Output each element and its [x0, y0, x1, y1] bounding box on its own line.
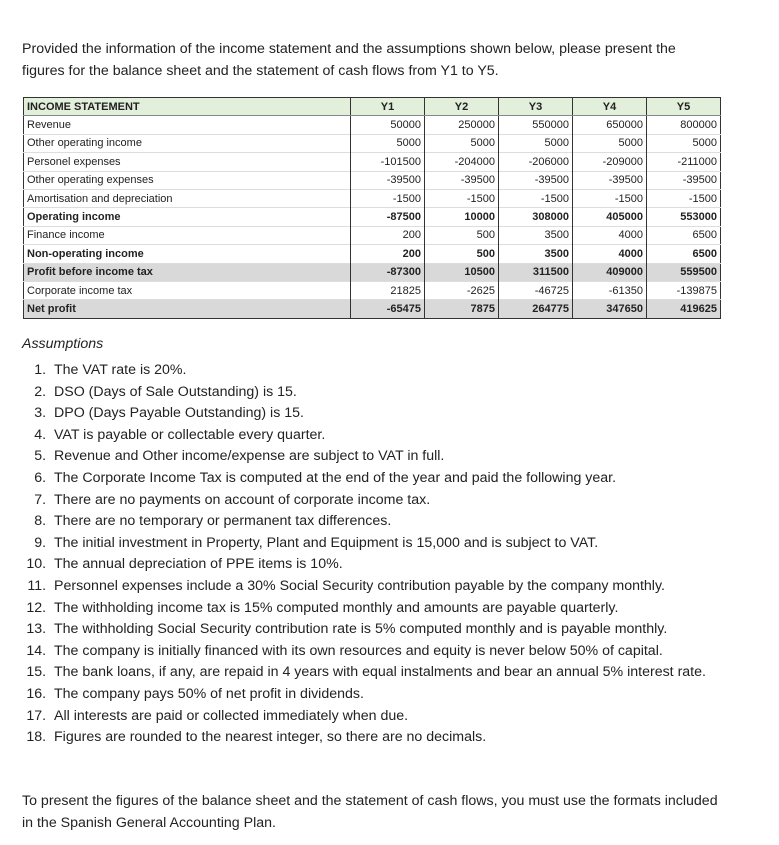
cell-value: 200	[351, 226, 425, 244]
assumption-item: 10. The annual depreciation of PPE items is 10%.	[50, 554, 750, 576]
assumption-item: 8. There are no temporary or permanent tax differences.	[50, 511, 750, 533]
cell-value: 553000	[647, 208, 721, 226]
row-label: Personel expenses	[24, 153, 351, 171]
cell-value: -1500	[499, 189, 573, 207]
cell-value: 500	[425, 245, 499, 263]
cell-value: 7875	[425, 300, 499, 318]
assumptions-list	[22, 360, 750, 749]
assumption-item: 13. The withholding Social Security contribution rate is 5% computed monthly and is payable monthly.	[50, 619, 750, 641]
assumption-item: 2. DSO (Days of Sale Outstanding) is 15.	[50, 382, 750, 404]
table-row	[24, 134, 721, 152]
assumption-item: 7. There are no payments on account of corporate income tax.	[50, 490, 750, 512]
cell-value: -139875	[647, 281, 721, 299]
assumption-item: 5. Revenue and Other income/expense are subject to VAT in full.	[50, 446, 750, 468]
cell-value: 4000	[573, 226, 647, 244]
cell-value: 5000	[351, 134, 425, 152]
cell-value: 409000	[573, 263, 647, 281]
assumption-item: 3. DPO (Days Payable Outstanding) is 15.	[50, 403, 750, 425]
assumption-item: 11. Personnel expenses include a 30% Social Security contribution payable by the company monthly.	[50, 576, 750, 598]
cell-value: -87500	[351, 208, 425, 226]
cell-value: 311500	[499, 263, 573, 281]
cell-value: -87300	[351, 263, 425, 281]
cell-value: 250000	[425, 116, 499, 134]
cell-value: -1500	[647, 189, 721, 207]
cell-value: -1500	[351, 189, 425, 207]
row-label: Profit before income tax	[24, 263, 351, 281]
row-label: Corporate income tax	[24, 281, 351, 299]
row-label: Other operating expenses	[24, 171, 351, 189]
assumptions-heading: Assumptions	[22, 336, 104, 352]
cell-value: 21825	[351, 281, 425, 299]
cell-value: 5000	[425, 134, 499, 152]
cell-value: 50000	[351, 116, 425, 134]
row-label: Non-operating income	[24, 245, 351, 263]
table-row	[24, 245, 721, 263]
income-statement-table	[23, 97, 721, 319]
cell-value: -211000	[647, 153, 721, 171]
cell-value: 5000	[647, 134, 721, 152]
cell-value: 405000	[573, 208, 647, 226]
row-label: Operating income	[24, 208, 351, 226]
assumption-item: 16. The company pays 50% of net profit in dividends.	[50, 684, 750, 706]
assumption-item: 15. The bank loans, if any, are repaid in 4 years with equal instalments and bear an annual 5% interest rate.	[50, 662, 750, 684]
cell-value: 550000	[499, 116, 573, 134]
intro-text: Provided the information of the income statement and the assumptions shown below, please present the figures for the balance sheet and the statement of cash flows from Y1 to Y5.	[22, 41, 676, 79]
cell-value: 650000	[573, 116, 647, 134]
cell-value: -39500	[499, 171, 573, 189]
cell-value: 10500	[425, 263, 499, 281]
assumption-item: 17. All interests are paid or collected immediately when due.	[50, 706, 750, 728]
cell-value: -39500	[351, 171, 425, 189]
cell-value: 500	[425, 226, 499, 244]
column-header: Y2	[425, 98, 499, 116]
cell-value: 419625	[647, 300, 721, 318]
table-row	[24, 153, 721, 171]
cell-value: 4000	[573, 245, 647, 263]
table-row	[24, 171, 721, 189]
row-label: Other operating income	[24, 134, 351, 152]
cell-value: 6500	[647, 245, 721, 263]
table-row	[24, 189, 721, 207]
outro-text: To present the figures of the balance sheet and the statement of cash flows, you must use the formats included in the Spanish General Accounting Plan.	[22, 793, 718, 831]
cell-value: 5000	[499, 134, 573, 152]
assumption-item: 9. The initial investment in Property, Plant and Equipment is 15,000 and is subject to VAT.	[50, 533, 750, 555]
cell-value: -209000	[573, 153, 647, 171]
cell-value: -101500	[351, 153, 425, 171]
cell-value: 264775	[499, 300, 573, 318]
cell-value: 347650	[573, 300, 647, 318]
table-header-row	[24, 98, 721, 116]
column-header: Y4	[573, 98, 647, 116]
assumption-item: 1. The VAT rate is 20%.	[50, 360, 750, 382]
table-row	[24, 300, 721, 318]
table-row	[24, 226, 721, 244]
row-label: Revenue	[24, 116, 351, 134]
table-row	[24, 208, 721, 226]
cell-value: 10000	[425, 208, 499, 226]
cell-value: -204000	[425, 153, 499, 171]
cell-value: -2625	[425, 281, 499, 299]
cell-value: 308000	[499, 208, 573, 226]
cell-value: 3500	[499, 226, 573, 244]
assumption-item: 18. Figures are rounded to the nearest integer, so there are no decimals.	[50, 727, 750, 749]
cell-value: 200	[351, 245, 425, 263]
cell-value: 800000	[647, 116, 721, 134]
cell-value: 6500	[647, 226, 721, 244]
table-row	[24, 116, 721, 134]
cell-value: -206000	[499, 153, 573, 171]
cell-value: -39500	[425, 171, 499, 189]
cell-value: -1500	[425, 189, 499, 207]
cell-value: 559500	[647, 263, 721, 281]
table-row	[24, 281, 721, 299]
cell-value: -65475	[351, 300, 425, 318]
cell-value: -39500	[573, 171, 647, 189]
cell-value: 5000	[573, 134, 647, 152]
table-row	[24, 263, 721, 281]
column-header: Y1	[351, 98, 425, 116]
cell-value: -39500	[647, 171, 721, 189]
row-label: Finance income	[24, 226, 351, 244]
cell-value: -46725	[499, 281, 573, 299]
cell-value: 3500	[499, 245, 573, 263]
cell-value: -61350	[573, 281, 647, 299]
column-header: Y3	[499, 98, 573, 116]
assumption-item: 14. The company is initially financed with its own resources and equity is never below 50% of capital.	[50, 641, 750, 663]
row-label: Amortisation and depreciation	[24, 189, 351, 207]
assumption-item: 12. The withholding income tax is 15% computed monthly and amounts are payable quarterly.	[50, 598, 750, 620]
assumption-item: 6. The Corporate Income Tax is computed at the end of the year and paid the following year.	[50, 468, 750, 490]
row-label: Net profit	[24, 300, 351, 318]
column-header: Y5	[647, 98, 721, 116]
cell-value: -1500	[573, 189, 647, 207]
assumption-item: 4. VAT is payable or collectable every quarter.	[50, 425, 750, 447]
table-title: INCOME STATEMENT	[24, 98, 351, 116]
